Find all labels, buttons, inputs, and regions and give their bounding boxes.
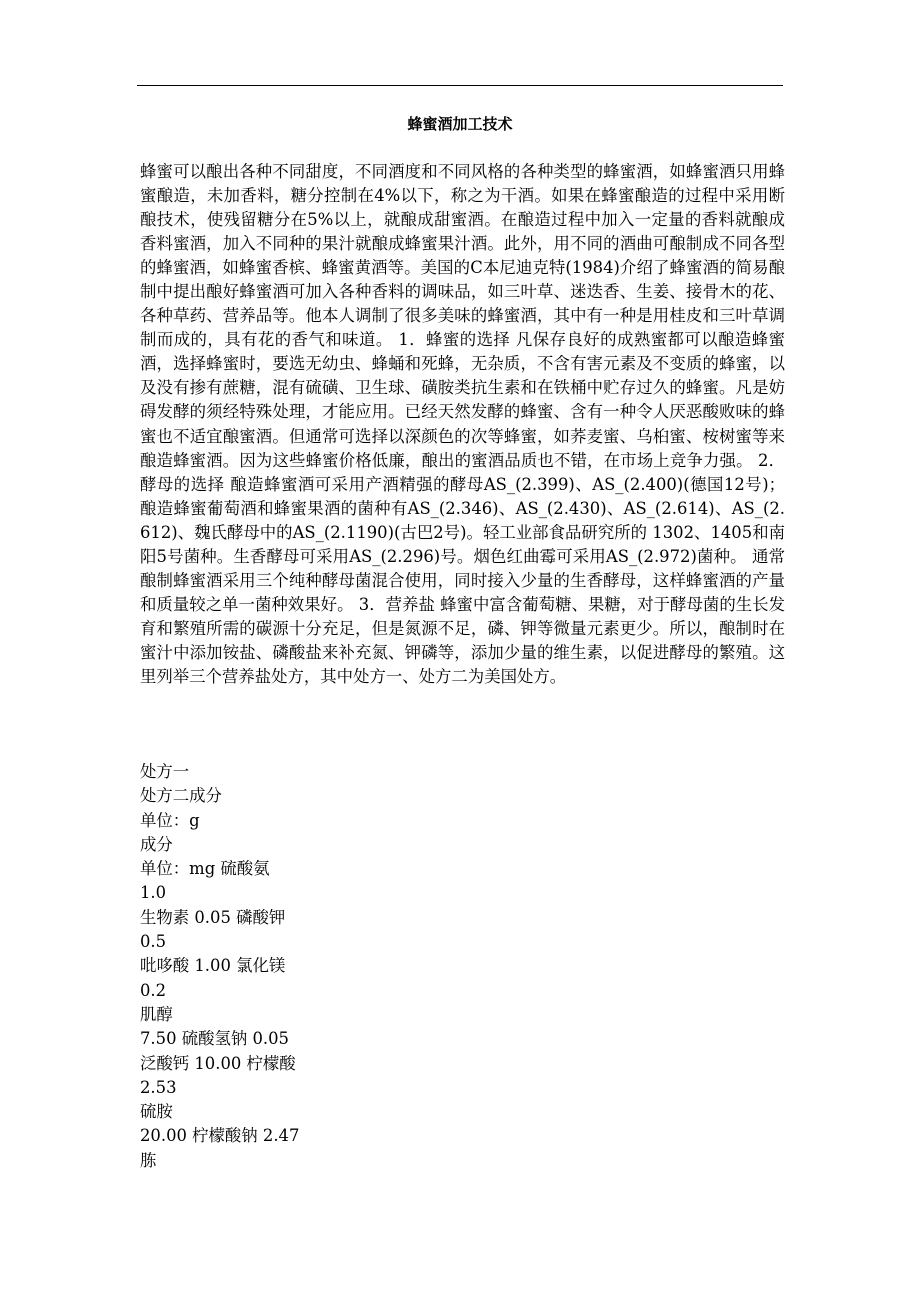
table-line: 生物素 0.05 磷酸钾 [140, 907, 286, 927]
table-line: 0.2 [140, 980, 167, 1000]
table-line: 胨 [140, 1150, 157, 1170]
table-line: 1.0 [140, 883, 167, 903]
table-line: 处方二成分 [140, 786, 222, 806]
table-line: 肌醇 [140, 1004, 173, 1024]
table-line: 处方一 [140, 762, 190, 781]
table-line: 0.5 [140, 932, 167, 952]
table-line: 2.53 [140, 1077, 177, 1097]
body-paragraph: 蜂蜜可以酿出各种不同甜度，不同酒度和不同风格的各种类型的蜂蜜酒，如蜂蜜酒只用蜂蜜酿造，未加香料，糖分控制在4%以下，称之为干酒。如果在蜂蜜酿造的过程中采用断酿技术，使残留糖分在5%以上，就酿成甜蜜酒。在酿造过程中加入一定量的香料就酿成香料蜜酒，加入不同种的果汁就酿成蜂蜜果汁酒。此外，用不同的酒曲可酿制成不同各型的蜂蜜酒，如蜂蜜香槟、蜂蜜黄酒等。美国的C本尼迪克特(1984)介绍了蜂蜜酒的简易酿制中提出酿好蜂蜜酒可加入各种香料的调味品，如三叶草、迷迭香、生姜、接骨木的花、各种草药、营养品等。他本人调制了很多美味的蜂蜜酒，其中有一种是用桂皮和三叶草调制而成的，具有花的香气和味道。 1．蜂蜜的选择 凡保存良好的成熟蜜都可以酿造蜂蜜酒，选择蜂蜜时，要选无幼虫、蜂蛹和死蜂，无杂质，不含有害元素及不变质的蜂蜜，以及没有掺有蔗糖，混有硫磺、卫生球、磺胺类抗生素和在铁桶中贮存过久的蜂蜜。凡是妨碍发酵的须经特殊处理，才能应用。已经天然发酵的蜂蜜、含有一种令人厌恶酸败味的蜂蜜也不适宜酿蜜酒。但通常可选择以深颜色的次等蜂蜜，如荞麦蜜、乌桕蜜、桉树蜜等来酿造蜂蜜酒。因为这些蜂蜜价格低廉，酿出的蜜酒品质也不错，在市场上竞争力强。 2．酵母的选择 酿造蜂蜜酒可采用产酒精强的酵母AS_(2.399)、AS_(2.400)(德国12号)；酿造蜂蜜葡萄酒和蜂蜜果酒的菌种有AS_(2.346)、AS_(2.430)、AS_(2.614)、AS_(2.612)、魏氏酵母中的AS_(2.1190)(古巴2号)。轻工业部食品研究所的 1302、1405和南阳5号菌种。生香酵母可采用AS_(2.296)号。烟色红曲霉可采用AS_(2.972)菌种。 通常酿制蜂蜜酒采用三个纯种酵母菌混合使用，同时接入少量的生香酵母，这样蜂蜜酒的产量和质量较之单一菌种效果好。 3．营养盐 蜂蜜中富含葡萄糖、果糖，对于酵母菌的生长发育和繁殖所需的碳源十分充足，但是氮源不足，磷、钾等微量元素更少。所以，酿制时在蜜汁中添加铵盐、磷酸盐来补充氮、钾磷等，添加少量的维生素，以促进酵母的繁殖。这里列举三个营养盐处方，其中处方一、处方二为美国处方。 [140, 162, 785, 686]
table-line: 20.00 柠檬酸钠 2.47 [140, 1126, 300, 1146]
table-line: 吡哆酸 1.00 氯化镁 [140, 956, 286, 976]
document-title: 蜂蜜酒加工技术 [407, 115, 513, 133]
table-line: 硫胺 [140, 1102, 173, 1122]
table-line: 单位：g [140, 810, 200, 830]
table-line: 成分 [140, 834, 173, 854]
table-line: 单位：mg 硫酸氨 [140, 859, 270, 879]
table-line: 7.50 硫酸氢钠 0.05 [140, 1029, 289, 1049]
formula-table-lines [140, 760, 780, 1173]
header-rule [137, 85, 783, 86]
table-line: 泛酸钙 10.00 柠檬酸 [140, 1053, 296, 1073]
